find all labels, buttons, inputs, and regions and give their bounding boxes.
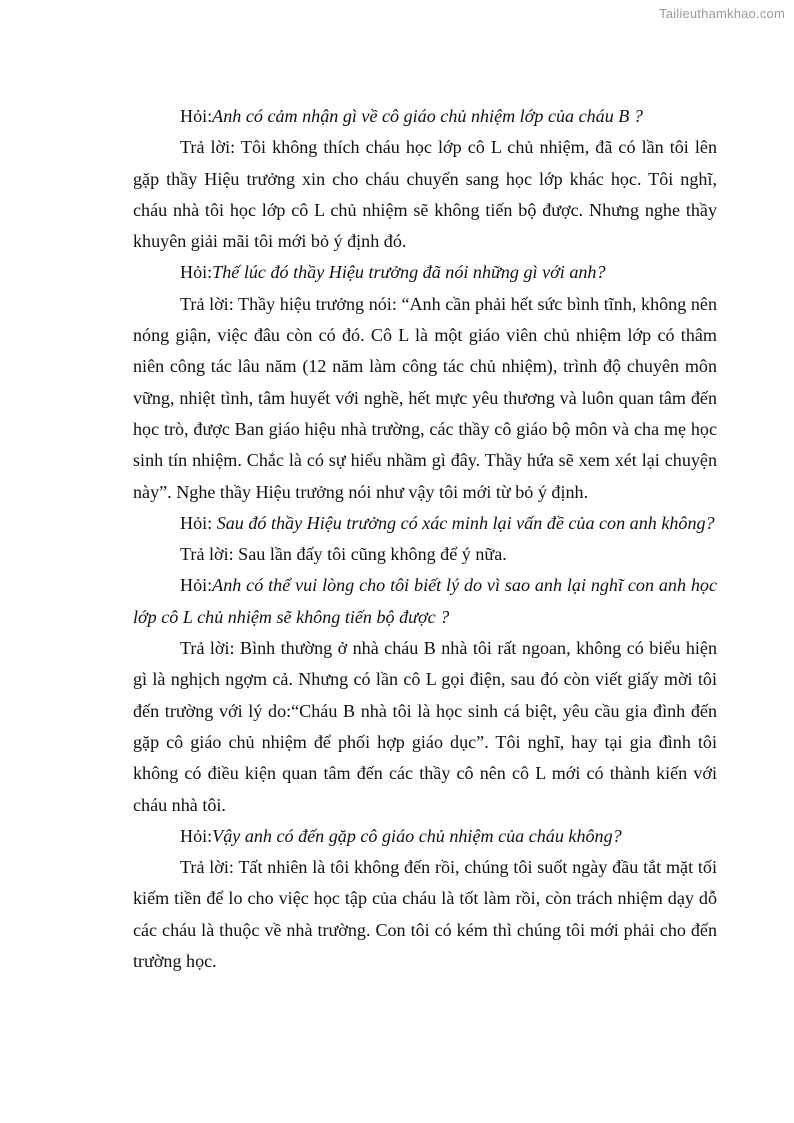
question-label: Hỏi: — [180, 262, 213, 283]
document-body — [133, 101, 717, 977]
question-text: Sau đó thầy Hiệu trưởng có xác minh lại vấn đề của con anh không? — [216, 512, 715, 533]
question-label: Hỏi: — [180, 512, 217, 533]
question-label: Hỏi: — [180, 575, 213, 596]
question-text: Vậy anh có đến gặp cô giáo chủ nhiệm của cháu không? — [212, 825, 622, 846]
question-label: Hỏi: — [180, 106, 213, 126]
question-label: Hỏi: — [180, 825, 213, 846]
question-paragraph — [133, 821, 717, 852]
question-paragraph — [133, 508, 717, 539]
question-text: Anh có thể vui lòng cho tôi biết lý do vì sao anh lại nghĩ con anh học lớp cô L chủ nhiệm sẽ không tiến bộ được ? — [133, 575, 717, 627]
question-paragraph — [133, 101, 717, 132]
question-text: Thế lúc đó thầy Hiệu trưởng đã nói những gì với anh? — [212, 262, 606, 283]
answer-paragraph: Trả lời: Tất nhiên là tôi không đến rồi, chúng tôi suốt ngày đầu tắt mặt tối kiếm tiền để lo cho việc học tập của cháu là tốt làm rồi, còn trách nhiệm dạy dỗ các cháu là thuộc về nhà trường. Con tôi có kém thì chúng tôi mới phải cho đến trường học. — [133, 857, 717, 972]
question-paragraph — [133, 257, 717, 288]
question-paragraph — [133, 570, 717, 633]
watermark-text: Tailieuthamkhao.com — [659, 6, 785, 21]
answer-paragraph: Trả lời: Thầy hiệu trưởng nói: “Anh cần phải hết sức bình tĩnh, không nên nóng giận, việc đâu còn có đó. Cô L là một giáo viên chủ nhiệm lớp có thâm niên công tác lâu năm (12 năm làm công tác chủ nhiệm), trình độ chuyên môn vững, nhiệt tình, tâm huyết với nghề, hết mực yêu thương và luôn quan tâm đến học trò, được Ban giáo hiệu nhà trường, các thầy cô giáo bộ môn và cha mẹ học sinh tín nhiệm. Chắc là có sự hiểu nhầm gì đây. Thầy hứa sẽ xem xét lại chuyện này”. Nghe thầy Hiệu trưởng nói như vậy tôi mới từ bỏ ý định. — [133, 293, 717, 502]
question-text: Anh có cảm nhận gì về cô giáo chủ nhiệm lớp của cháu B ? — [212, 106, 643, 126]
answer-paragraph: Trả lời: Tôi không thích cháu học lớp cô L chủ nhiệm, đã có lần tôi lên gặp thầy Hiệu trưởng xin cho cháu chuyển sang học lớp khác học. Tôi nghĩ, cháu nhà tôi học lớp cô L chủ nhiệm sẽ không tiến bộ được. Nhưng nghe thầy khuyên giải mãi tôi mới bỏ ý định đó. — [133, 137, 717, 252]
answer-paragraph: Trả lời: Sau lần đấy tôi cũng không để ý nữa. — [180, 544, 507, 565]
answer-paragraph: Trả lời: Bình thường ở nhà cháu B nhà tôi rất ngoan, không có biểu hiện gì là nghịch ngợm cả. Nhưng có lần cô L gọi điện, sau đó còn viết giấy mời tôi đến trường với lý do:“Cháu B nhà tôi là học sinh cá biệt, yêu cầu gia đình đến gặp cô giáo chủ nhiệm để phối hợp giáo dục”. Tôi nghĩ, hay tại gia đình tôi không có điều kiện quan tâm đến các thầy cô nên cô L mới có thành kiến với cháu nhà tôi. — [133, 638, 717, 815]
